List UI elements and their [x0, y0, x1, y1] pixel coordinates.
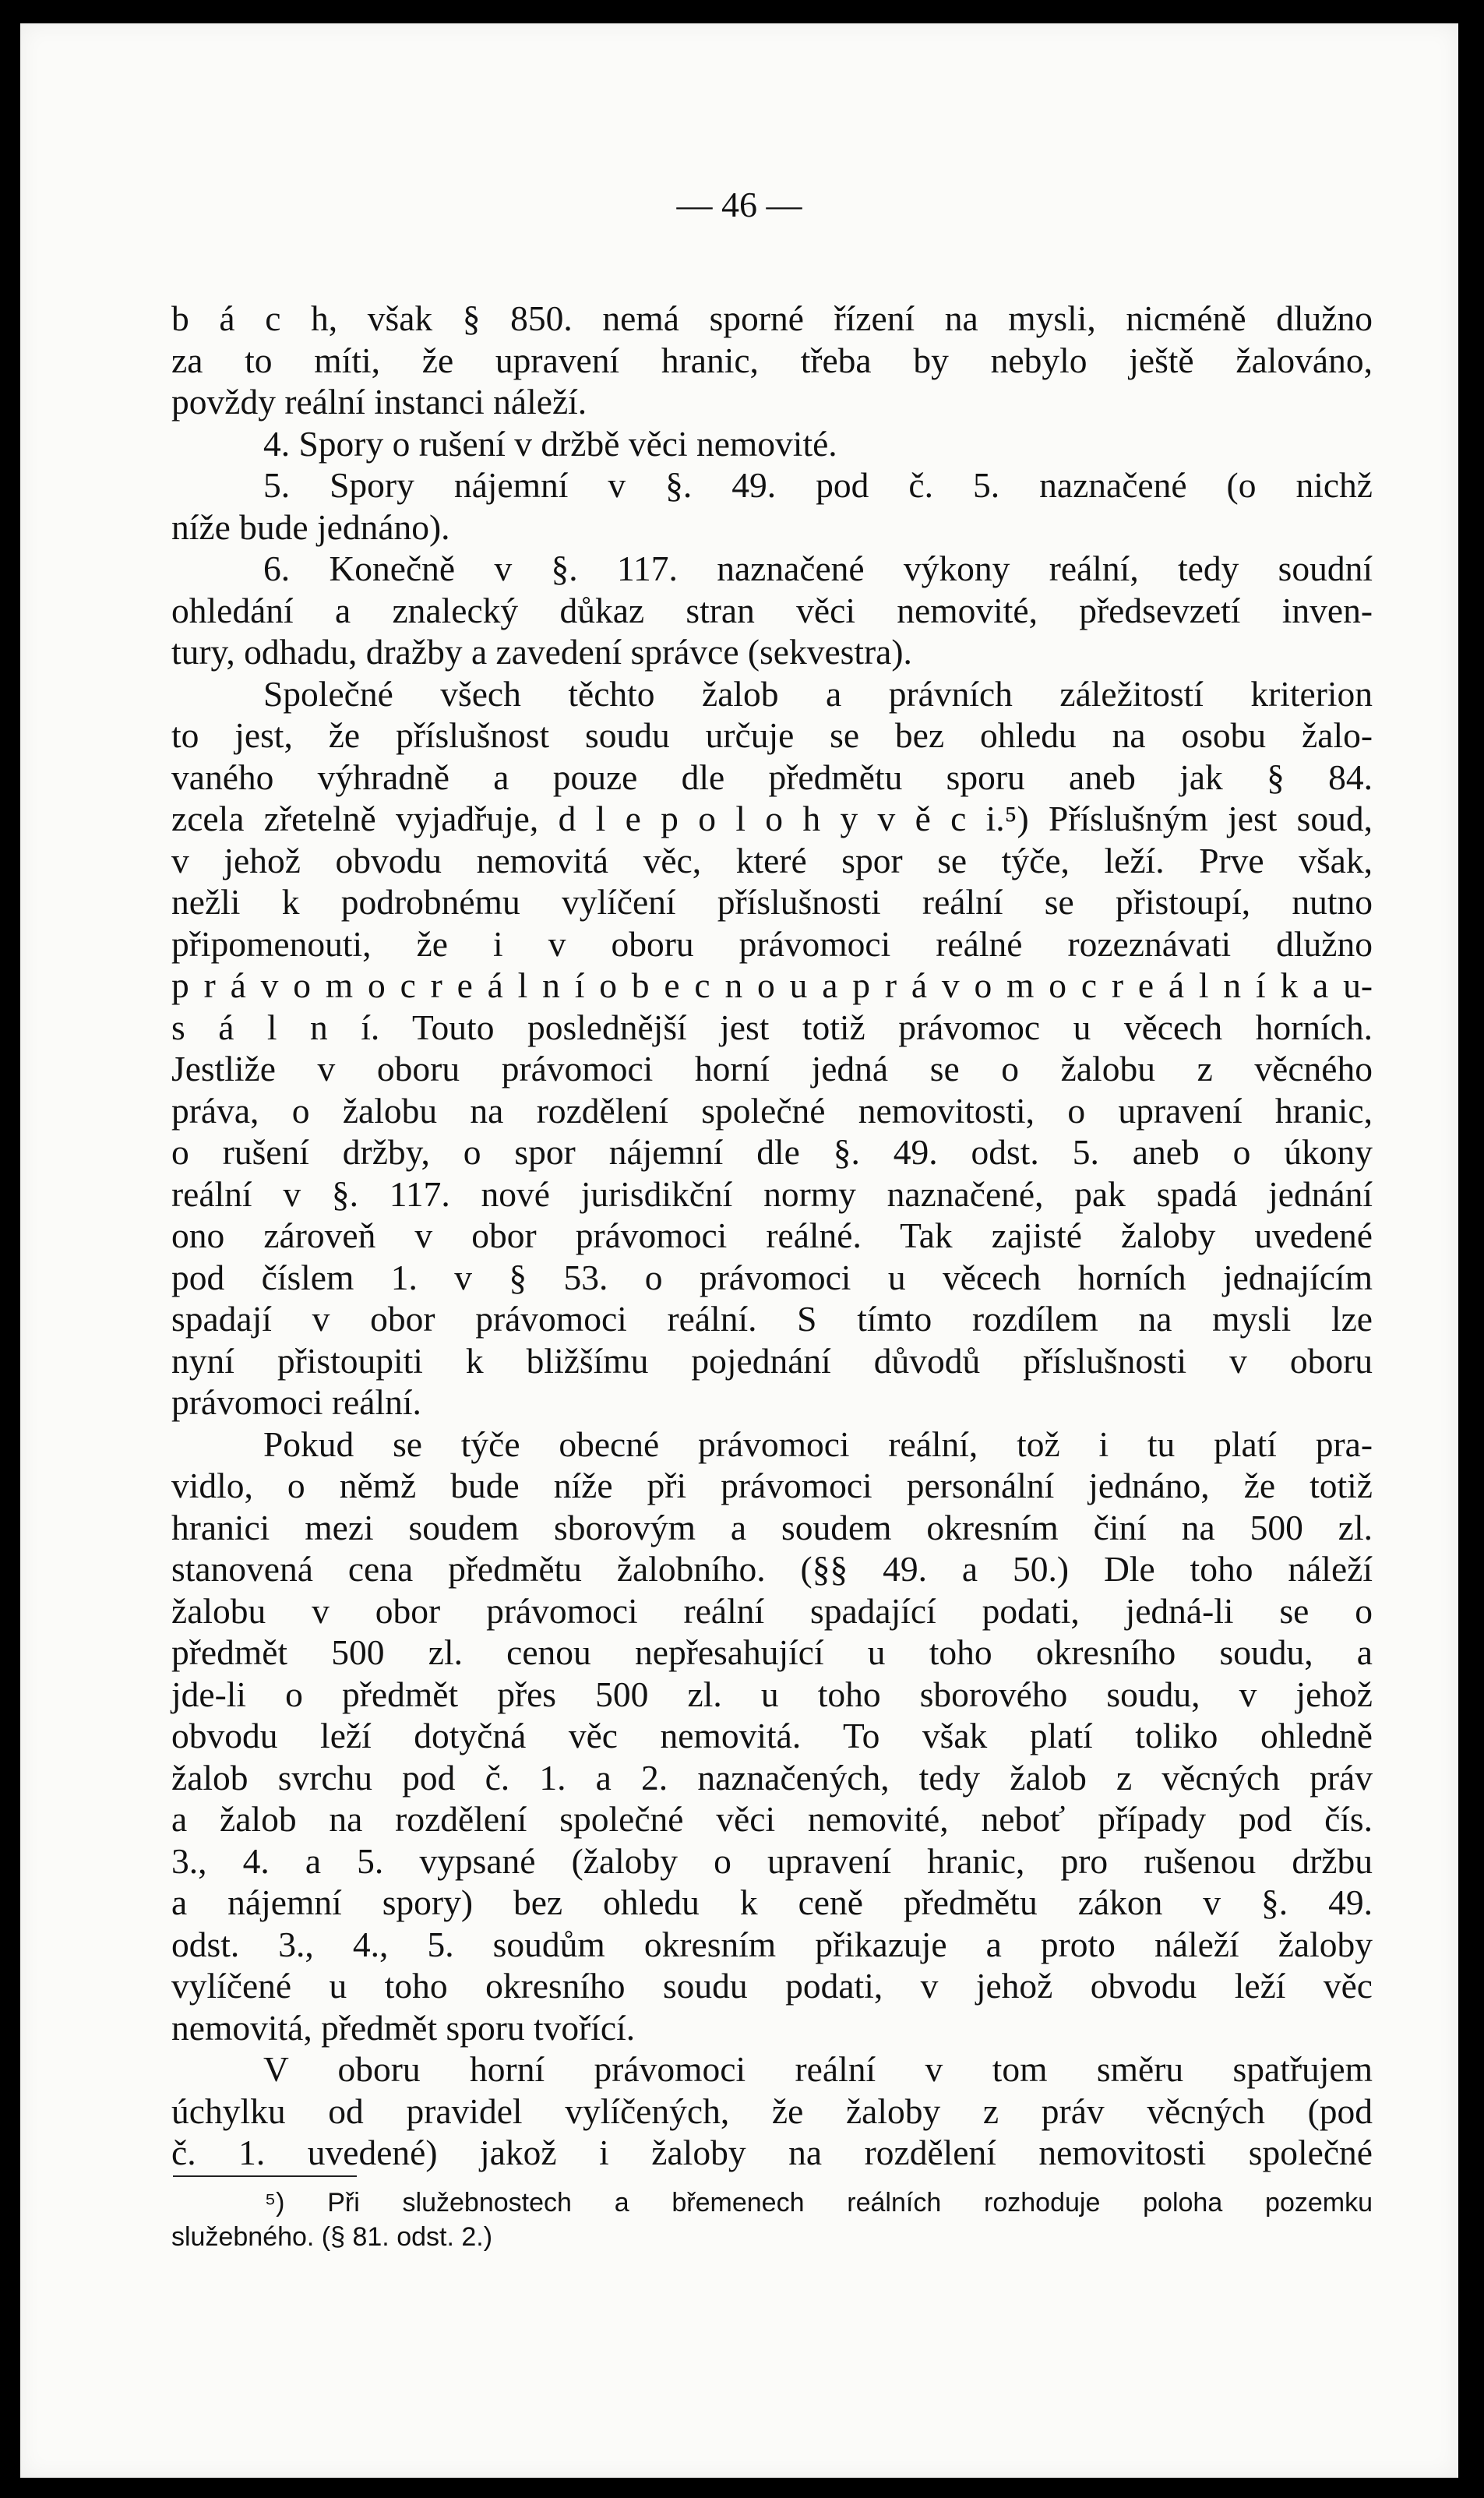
- text-line: 6. Konečně v §. 117. naznačené výkony reální, tedy soudní: [263, 549, 1373, 588]
- paragraph: [171, 2049, 1373, 2177]
- text-line: právomoci reální.: [171, 1382, 421, 1422]
- text-line: Pokud se týče obecné právomoci reální, tož i tu platí pra-: [263, 1424, 1373, 1464]
- text-line: předmět 500 zl. cenou nepřesahující u toho okresního soudu, a: [171, 1632, 1373, 1672]
- text-line: s á l n í. Touto poslednější jest totiž právomoc u věcech horních.: [171, 1007, 1373, 1047]
- text-line: Společné všech těchto žalob a právních záležitostí kriterion: [263, 673, 1373, 714]
- text-line: a žalob na rozdělení společné věci nemovité, neboť případy pod čís.: [171, 1799, 1373, 1839]
- paragraph: [171, 673, 1373, 1427]
- page-number: — 46 —: [676, 185, 802, 224]
- text-line: a nájemní spory) bez ohledu k ceně předmětu zákon v §. 49.: [171, 1882, 1373, 1922]
- text-line: vaného výhradně a pouze dle předmětu sporu aneb jak § 84.: [171, 757, 1373, 797]
- text-line: žalobu v obor právomoci reální spadající podati, jedná-li se o: [171, 1590, 1373, 1631]
- text-line: hranici mezi soudem sborovým a soudem okresním činí na 500 zl.: [171, 1507, 1373, 1547]
- paragraph: [171, 467, 1373, 551]
- text-line: ono zároveň v obor právomoci reálné. Tak zajisté žaloby uvedené: [171, 1215, 1373, 1255]
- text-line: obvodu leží dotyčná věc nemovitá. To však platí toliko ohledně: [171, 1716, 1373, 1755]
- text-line: 5. Spory nájemní v §. 49. pod č. 5. naznačené (o nichž: [263, 465, 1373, 505]
- text-line: za to míti, že upravení hranic, třeba by nebylo ještě žalováno,: [171, 340, 1373, 380]
- text-line: vidlo, o němž bude níže při právomoci personální jednáno, že totiž: [171, 1466, 1373, 1505]
- footnote: [171, 2188, 1373, 2256]
- paragraph: [171, 298, 1373, 426]
- paragraph: [171, 551, 1373, 676]
- text-line: reální v §. 117. nové jurisdikční normy naznačené, pak spadá jednání: [171, 1173, 1373, 1214]
- text-line: žalob svrchu pod č. 1. a 2. naznačených, tedy žalob z věcných práv: [171, 1757, 1373, 1798]
- text-line: ohledání a znalecký důkaz stran věci nemovité, předsevzetí inven-: [171, 590, 1373, 630]
- text-line: úchylku od pravidel vylíčených, že žaloby z práv věcných (pod: [171, 2090, 1373, 2131]
- text-line: jde-li o předmět přes 500 zl. u toho sborového soudu, v jehož: [171, 1674, 1373, 1714]
- text-line: v jehož obvodu nemovitá věc, které spor se týče, leží. Prve však,: [171, 840, 1373, 880]
- footnote-line: ⁵) Při služebnostech a břemenech reálních rozhoduje poloha pozemku: [265, 2188, 1373, 2218]
- text-line: povždy reální instanci náleží.: [171, 382, 587, 422]
- text-line: o rušení držby, o spor nájemní dle §. 49. odst. 5. aneb o úkony: [171, 1132, 1373, 1172]
- text-line: připomenouti, že i v oboru právomoci reálné rozeznávati dlužno: [171, 923, 1373, 964]
- text-line: nemovitá, předmět sporu tvořící.: [171, 2007, 636, 2048]
- text-line: odst. 3., 4., 5. soudům okresním přikazuje a proto náleží žaloby: [171, 1924, 1373, 1964]
- text-line: 4. Spory o rušení v držbě věci nemovité.: [263, 423, 837, 464]
- text-line: vylíčené u toho okresního soudu podati, v jehož obvodu leží věc: [171, 1966, 1373, 2006]
- text-line: níže bude jednáno).: [171, 506, 450, 547]
- text-line: práva, o žalobu na rozdělení společné nemovitosti, o upravení hranic,: [171, 1090, 1373, 1131]
- paragraph: [171, 423, 1373, 468]
- text-line: č. 1. uvedené) jakož i žaloby na rozdělení nemovitosti společné: [171, 2133, 1373, 2172]
- text-line: 3., 4. a 5. vypsané (žaloby o upravení hranic, pro rušenou držbu: [171, 1840, 1373, 1881]
- text-line: stanovená cena předmětu žalobního. (§§ 49. a 50.) Dle toho náleží: [171, 1549, 1373, 1589]
- footnote-line: služebného. (§ 81. odst. 2.): [171, 2222, 493, 2252]
- book-page: [20, 23, 1458, 2478]
- text-line: V oboru horní právomoci reální v tom směru spatřujem: [263, 2049, 1373, 2089]
- text-line: p r á v o m o c r e á l n í o b e c n o u a p r á v o m o c r e á l n í k a u-: [171, 965, 1373, 1005]
- footnote-separator: [173, 2175, 357, 2177]
- text-line: spadají v obor právomoci reální. S tímto rozdílem na mysli lze: [171, 1299, 1373, 1339]
- text-line: pod číslem 1. v § 53. o právomoci u věcech horních jednajícím: [171, 1257, 1373, 1297]
- text-line: to jest, že příslušnost soudu určuje se bez ohledu na osobu žalo-: [171, 715, 1373, 755]
- paragraph: [171, 1424, 1373, 2052]
- text-line: nežli k podrobnému vylíčení příslušnosti reální se přistoupí, nutno: [171, 882, 1373, 922]
- text-line: nyní přistoupiti k bližšímu pojednání důvodů příslušnosti v oboru: [171, 1340, 1373, 1381]
- text-line: tury, odhadu, dražby a zavedení správce (sekvestra).: [171, 632, 912, 672]
- text-line: b á c h, však § 850. nemá sporné řízení na mysli, nicméně dlužno: [171, 298, 1373, 338]
- text-line: zcela zřetelně vyjadřuje, d l e p o l o h y v ě c i.⁵) Příslušným jest soud,: [171, 799, 1373, 838]
- text-line: Jestliže v oboru právomoci horní jedná se o žalobu z věcného: [171, 1049, 1373, 1088]
